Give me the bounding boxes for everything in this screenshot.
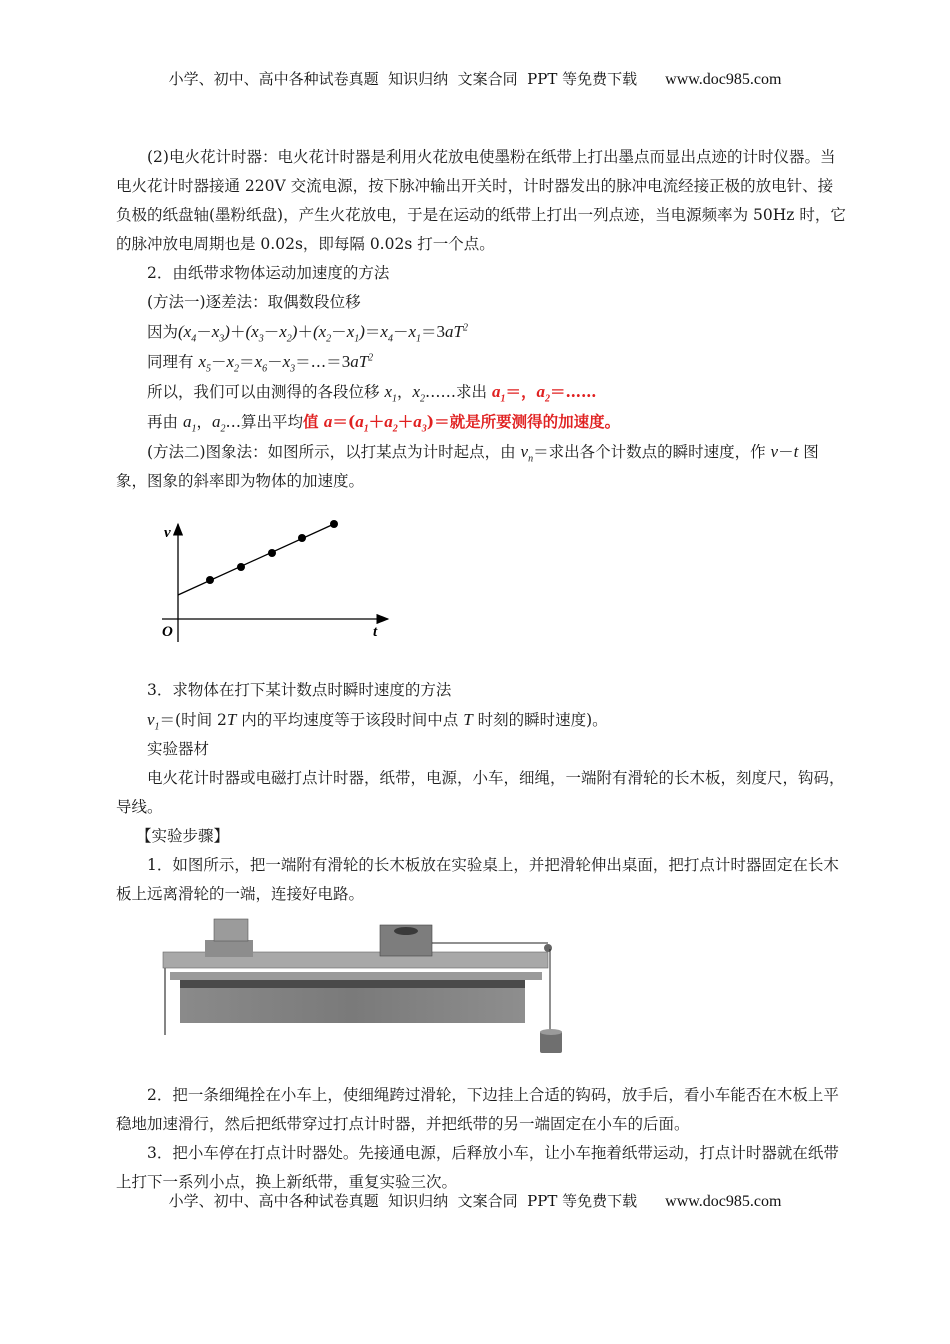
spark-timer-paragraph: (2)电火花计时器：电火花计时器是利用火花放电使墨粉在纸带上打出墨点而显出点迹的计时仪器。当电火花计时器接通 220V 交流电源，按下脉冲输出开关时，计时器发出的脉冲电流经接正极的放电针、接负极的纸盘轴(墨粉纸盘)，产生火花放电，于是在运动的纸带上打出一列点迹，当电源频率为 50Hz 时，它的脉冲放电周期也是 0.02s，即每隔 0.02s 打一个点。 xyxy=(116,148,846,253)
trend-line xyxy=(178,524,334,595)
header-url[interactable]: www.doc985.com xyxy=(665,71,782,88)
experiment-apparatus-image xyxy=(150,905,570,1065)
equation-1: 因为$(x_4-x_3)+(x_3-x_2)+(x_2-x_1)=x_4-x_1=3aT^2$ xyxy=(147,322,469,345)
step-2: 2．把一条细绳拴在小车上，使细绳跨过滑轮，下边挂上合适的钩码，放手后，看小车能否在木板上平稳地加速滑行，然后把纸带穿过打点计时器，并把纸带的另一端固定在小车的后面。 xyxy=(116,1086,839,1133)
average-paragraph: 再由 $a_1$，$a_2\dots$算出平均值 $a=(a_1+a_2+a_3)=$就是所要测得的加速度。 xyxy=(147,412,621,435)
header-text: 小学、初中、高中各种试卷真题 知识归纳 文案合同 PPT 等免费下载 xyxy=(168,70,638,88)
so-paragraph: 所以，我们可以由测得的各段位移 $x_1$，$x_2\dots\dots$求出 $a_1=$，$a_2=\dots\dots$ xyxy=(147,382,597,405)
instantaneous-velocity: $v_1=$(时间 2T 内的平均速度等于该段时间中点 T 时刻的瞬时速度)。 xyxy=(147,710,608,733)
step-3: 3．把小车停在打点计时器处。先接通电源，后释放小车，让小车拖着纸带运动，打点计时器就在纸带上打下一系列小点，换上新纸带，重复实验三次。 xyxy=(116,1144,839,1191)
page-footer xyxy=(0,1190,950,1211)
method-1-title: (方法一)逐差法：取偶数段位移 xyxy=(147,293,361,311)
svg-text:t: t xyxy=(373,624,378,640)
method-2-paragraph: (方法二)图象法：如图所示，以打某点为计时起点，由 $v_n=$求出各个计数点的瞬时速度，作 v－t 图象，图象的斜率即为物体的加速度。 xyxy=(116,442,819,490)
step-1: 1．如图所示，把一端附有滑轮的长木板放在实验桌上，并把滑轮伸出桌面，把打点计时器固定在长木板上远离滑轮的一端，连接好电路。 xyxy=(116,856,839,903)
equation-2: 同理有 $x_5-x_2=x_6-x_3=\dots=3aT^2$ xyxy=(147,352,374,375)
footer-url[interactable]: www.doc985.com xyxy=(665,1193,782,1210)
footer-text: 小学、初中、高中各种试卷真题 知识归纳 文案合同 PPT 等免费下载 xyxy=(168,1192,638,1210)
svg-text:v: v xyxy=(164,525,171,541)
svg-text:O: O xyxy=(162,624,173,640)
equipment-list: 电火花计时器或电磁打点计时器，纸带，电源，小车，细绳，一端附有滑轮的长木板，刻度尺，钩码，导线。 xyxy=(116,769,845,816)
page-header xyxy=(0,68,950,89)
steps-title: 【实验步骤】 xyxy=(136,827,230,845)
section-3-title: 3．求物体在打下某计数点时瞬时速度的方法 xyxy=(147,681,452,699)
velocity-time-graph xyxy=(150,510,400,650)
section-2-title: 2．由纸带求物体运动加速度的方法 xyxy=(147,264,390,282)
emphasis-average: 值 $a=(a_1+a_2+a_3)=$就是所要测得的加速度。 xyxy=(302,412,621,435)
equipment-title: 实验器材 xyxy=(147,740,210,758)
